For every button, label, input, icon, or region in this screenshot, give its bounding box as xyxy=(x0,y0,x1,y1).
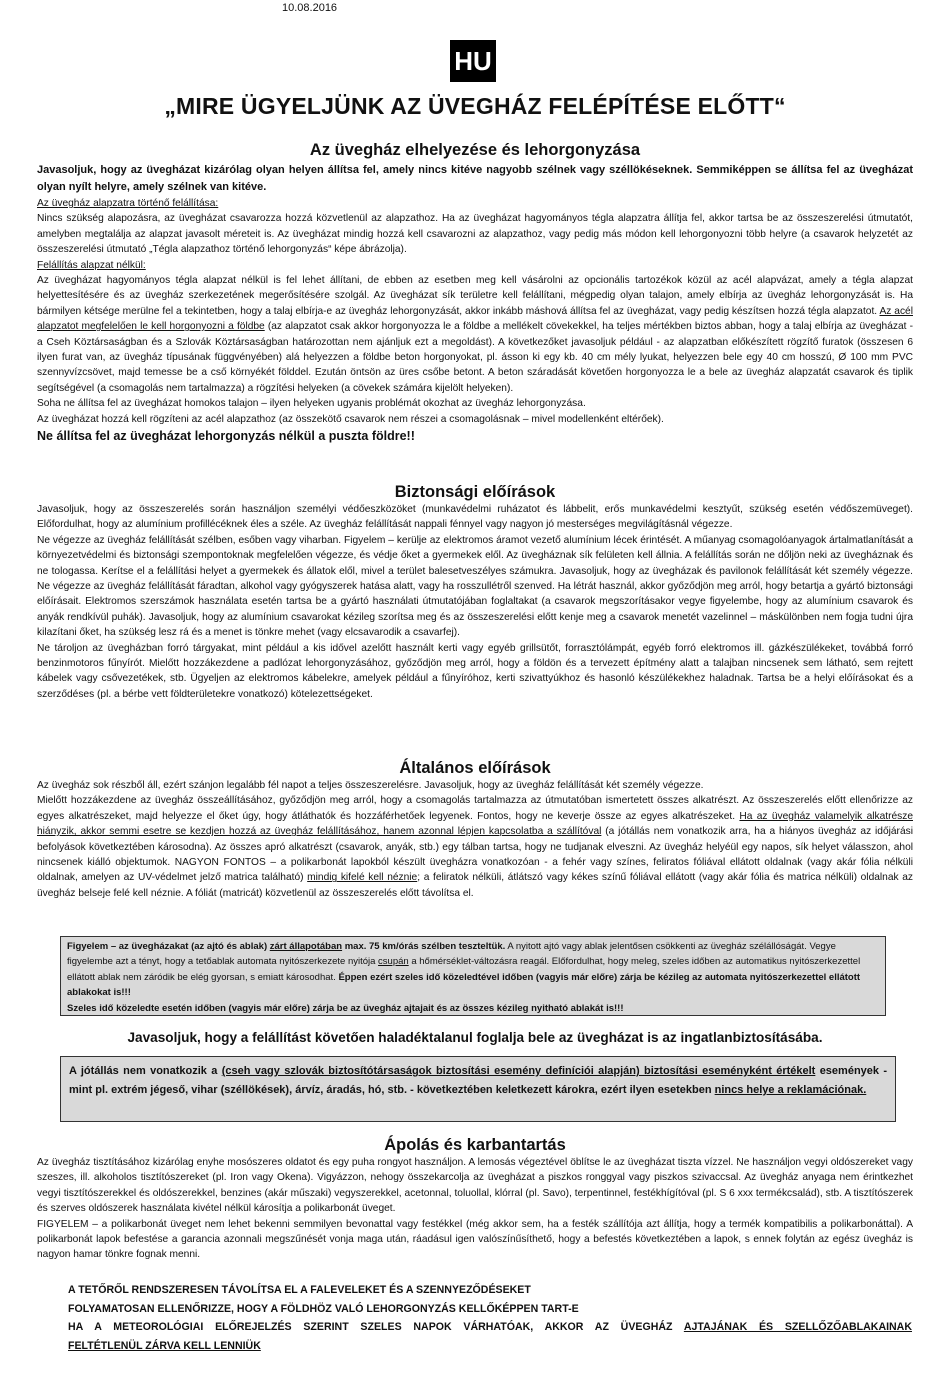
document-date: 10.08.2016 xyxy=(282,2,338,14)
section-general xyxy=(37,759,913,901)
section-heading-maintenance: Ápolás és karbantartás xyxy=(384,1136,566,1154)
section-heading-general: Általános előírások xyxy=(399,759,551,777)
paragraph-fixing: Az üvegházat hozzá kell rögzíteni az acél alapzathoz (az összekötő csavarok nem részei a csomagolásnak – mivel modellenként eltérőek). xyxy=(37,413,664,425)
section-maintenance xyxy=(37,1136,913,1263)
final-note-4: FELTÉTLENÜL ZÁRVA KELL LENNIÜK xyxy=(68,1339,261,1352)
subheading-no-foundation: Felállítás alapzat nélkül: xyxy=(37,259,146,271)
placement-intro: Javasoljuk, hogy az üvegházat kizárólag olyan helyen állítsa fel, amely nincs kitéve nagyobb szélnek vagy széllökéseknek. Semmiképpen se állítsa fel az üvegházat olyan nyílt helyre, amely szélnek van kitéve. xyxy=(37,164,913,193)
paragraph-no-foundation: Az üvegházat hagyományos tégla alapzat nélkül is fel lehet állítani, de ebben az esetben meg kell vásárolni az opcionális tartozékok közül az acél alapvázat, amely a tégla alapzat helyettesítésére és az üvegház szerkezetének megerősítésére szolgál. Az üvegházat sík területre kell felállítani, mégpedig olyan talajon, amely elbírja az üvegház lehorgonyzását is. Ha bármilyen kétsége merülne fel a tekintetben, hogy a talaj elbírja-e az üvegház lehorgonyzását, akkor inkább máshová állítsa fel az üvegházat, vagy pedig készítsen hozzá tégla alapzatot. Az acél alapzatot megfelelően le kell horgonyozni a földbe (az alapzatot csak akkor horgonyozza le a földbe a mellékelt cövekekkel, ha teljes mértékben biztos abban, hogy a talaj elbírja az üvegházat - a Cseh Köztársaságban és a Szlovák Köztársaságban határozottan nem ajánljuk ezt a megoldást). A következőket javasoljuk például - az alapzatban előkészített rögzítő furatok (összesen 6 ilyen furat van, az üvegház típusának függvényében) alá helyezzen a földbe beton horgonyokat, pl. ásson ki egy kb. 40 cm mély lyukat, helyezzen bele egy 40 cm hosszú, Ø 100 mm PVC szennyvízcsövet, majd temesse be a cső környékét földdel. Ezután öntsön az üres csőbe betont. A beton száradását követően horgonyozza le a bele az üvegház alapzatát csavarok és tiplik segítségével (a csomagolás nem tartalmazza) a rögzítési helyeken (a cövekek számára kijelölt helyeken). xyxy=(37,275,913,394)
paragraph-safety-1: Javasoljuk, hogy az összeszerelés során használjon személyi védőeszközöket (munkavédelmi ruházatot és lábbelit, erős munkavédelmi kesztyűt, szükség esetén védőszemüveget). Előfordulhat, hogy az alumínium profillécéknek éles a széle. Az üvegház felállítását nappali fénnyel vagy nagyon jó mesterséges megvilágításnál végezze. xyxy=(37,504,913,531)
section-heading-safety: Biztonsági előírások xyxy=(394,483,556,501)
final-note-3: HA A METEOROLÓGIAI ELŐREJELZÉS SZERINT SZELES NAPOK VÁRHATÓAK, AKKOR AZ ÜVEGHÁZ AJTAJÁNAK ÉS SZELLŐZŐABLAKAINAK xyxy=(68,1321,912,1333)
final-notes xyxy=(68,1281,912,1355)
paragraph-safety-3: Ne tároljon az üvegházban forró tárgyakat, mint például a kis idővel azelőtt használt kerti vagy egyéb grillsütőt, forrasztólámpát, egyéb forró elektromos ill. gázkészülékeket, továbbá forró benzinmotoros fűnyírót. Mielőtt hozzákezdene a padlózat lehorgonyzásához, győződjön meg arról, hogy a földön és a tervezett építmény alatt a talajban nincsenek sem látható, sem rejtett kábelek vagy csővezetékek, stb. Ügyeljen az elektromos kábelekre, amelyek például a fűnyíróhoz, kerti szivattyúkhoz és hasonló készülékekhez haladnak. Tartsa be a helyi előírásokat és a szerződéses (pl. a bérbe vett földterületekre vonatkozó) kötelezettségeket. xyxy=(37,642,913,700)
paragraph-safety-2: Ne végezze az üvegház felállítását szélben, esőben vagy viharban. Figyelem – kerülje az elektromos áramot vezető alumínium lécek érintését. A műanyag csomagolóanyagok ártalmatlanítását a környezetvédelmi és biztonsági szempontoknak megfelelően végezze, és védje őket a gyermekek elől. Az üvegháznak sík felületen kell állnia. A felállítás során ne dőljön neki az üvegháznak és ne tologassa. Kerítse el a felállítási helyet a gyermekek és állatok elől, mivel a terület balesetveszélyes számukra. Javasoljuk, hogy az üvegházak és pavilonok felállítását két személy végezze. Ne végezze az üvegház felállítását fáradtan, alkohol vagy gyógyszerek hatása alatt, vagy ha rosszullétről szenved. Ha létrát használ, akkor győződjön meg arról, hogy betartja a gyártó biztonsági előírásait. Elektromos szerszámok használata esetén tartsa be a gyártó használati útmutatójában foglaltakat (a csavarok megszorításakor vegye figyelembe, hogy az alumínium csavarok és anyák rendkívül puhák). Javasoljuk, hogy az alumínium csavarokat kézileg szorítsa meg és az összeszerelési előtt kenje meg a csavarok menetét vazelinnel – máskülönben nem fogja tudni újra kilazítani őket, ha szükség lesz rá és a menet is tönkre mehet (vagy elcsavarodik a csavarfej). xyxy=(37,534,913,639)
warranty-box: A jótállás nem vonatkozik a (cseh vagy szlovák biztosítótársaságok biztosítási esemény definíciói alapján) biztosítási eseményként értékelt események - mint pl. extrém jégeső, vihar (széllökések), árvíz, áradás, hó, stb. - következtében keletkezett károkra, ezért ilyen esetekben nincs helye a reklamációnak. xyxy=(60,1056,896,1122)
section-placement xyxy=(37,141,913,443)
paragraph-general-1: Az üvegház sok részből áll, ezért szánjon legalább fél napot a teljes összeszerelésre. Javasoljuk, hogy az üvegház felállítását két személy végezze. xyxy=(37,780,704,791)
paragraph-foundation: Nincs szükség alapozásra, az üvegházat csavarozza hozzá közvetlenül az alapzathoz. Ha az üvegházat hagyományos tégla alapzatra állítja fel, akkor tartsa be az összeszerelési útmutatót, amelyben megtalálja az alapzat javasolt méreteit is. Az üvegházat mindig hozzá kell csavarozni az alapzathoz, vagy pedig más módon kell lehorgonyozni több helyre (a csavarok helyzetét az összeszerelési útmutató „Tégla alapzathoz történő lehorgonyzás“ képe ábrázolja). xyxy=(37,213,913,256)
insurance-recommendation: Javasoljuk, hogy a felállítást követően haladéktalanul foglalja bele az üvegházat is az ingatlanbiztosításába. xyxy=(127,1030,823,1045)
anchoring-warning: Ne állítsa fel az üvegházat lehorgonyzás nélkül a puszta földre!! xyxy=(37,429,415,444)
paragraph-general-2: Mielőtt hozzákezdene az üvegház összeállításához, győződjön meg arról, hogy a csomagolás tartalmazza az útmutatóban ismertetett összes alkatrészt. Az összeszerelés előtt ellenőrizze az egyes alkatrészeket, majd helyezze el őket úgy, hogy átláthatók és hozzáférhetőek legyenek. Fontos, hogy ne keverje össze az egyes alkatrészeket. Ha az üvegház valamelyik alkatrésze hiányzik, akkor semmi esetre se kezdjen hozzá az üvegház felállításához, hanem azonnal lépjen kapcsolatba a szállítóval (a jótállás nem vonatkozik arra, ha a hiányos üvegház az időjárási befolyások következtében károsodna). Az összes apró alkatrészt (csavarok, anyák, stb.) egy tálban tartsa, hogy ne tudjanak elveszni. Az üvegház helyéül egy napos, sík helyet válasszon, ahol nincsenek kiálló objektumok. NAGYON FONTOS – a polikarbonát lapokból készült üvegházra vonatkozóan - a fehér vagy színes, feliratos fóliával ellátott oldalnak (vagy akár fólia nélküli oldalnak, amelyen az UV-védelmet jelző matrica található) mindig kifelé kell néznie; a feliratok nélküli, átlátszó vagy kékes színű fóliával ellátott (vagy akár fólia és matrica nélküli) oldalnak az üvegház belseje felé kell néznie. A fóliát (matricát) közvetlenül az összeszerelés előtt távolítsa el. xyxy=(37,795,913,899)
wind-warning-box: Figyelem – az üvegházakat (az ajtó és ablak) zárt állapotában max. 75 km/órás szélben teszteltük. A nyitott ajtó vagy ablak jelentősen csökkenti az üvegház szélállóságát. Vegye figyelembe azt a tényt, hogy a tetőablak automata nyitószerkezete nyitója csupán a hőmérséklet-változásra reagál. Előfordulhat, hogy meleg, szeles időben az automatikus nyitószerkezettel ellátott ablak nem záródik be elég gyorsan, s emiatt károsodhat. Éppen ezért szeles idő közeledtével időben (vagyis már előre) zárja be kézileg az automata nyitószerkezettel ellátott ablakokat is!!! Szeles idő közeledte esetén időben (vagyis már előre) zárja be az üvegház ajtajait és az összes kézileg nyitható ablakát is!!! xyxy=(60,936,886,1016)
paragraph-maintenance-2: FIGYELEM – a polikarbonát üveget nem lehet bekenni semmilyen bevonattal vagy festékkel (még akkor sem, ha a festék szállítója azt állítja, hogy a termék kompatibilis a polikarbonáttal). A polikarbonát lapok befestése a garancia azonnali megszűnését vonja maga után, ráadásul igen valószínűsíthető, hogy a befestés következtében a lapok, s ennek folytán az egész üvegház is nagyon hamar tönkre fognak menni. xyxy=(37,1218,913,1261)
paragraph-sandy-soil: Soha ne állítsa fel az üvegházat homokos talajon – ilyen helyeken ugyanis problémát okozhat az üvegház lehorgonyzása. xyxy=(37,398,586,410)
final-note-2: FOLYAMATOSAN ELLENŐRIZZE, HOGY A FÖLDHÖZ VALÓ LEHORGONYZÁS KELLŐKÉPPEN TART-E xyxy=(68,1302,579,1315)
paragraph-maintenance-1: Az üvegház tisztításához kizárólag enyhe mosószeres oldatot és egy puha rongyot használjon. A lemosás végeztével öblítse le az üvegházat tiszta vízzel. Ne használjon vegyi oldószereket vagy szeszes, ill. alkoholos tisztítószereket (pl. Iron vagy Okena). Vigyázzon, nehogy összekarcolja az üvegházat a piszkos ronggyal vagy piszkos szivaccsal. Az üvegház anyaga nem érintkezhet vegyi tisztítószerekkel és oldószerekkel, benzines (akár műszaki) vegyszerekkel, acetonnal, toluollal, klórral (pl. Savo), terpentinnel, festékhígítóval (pl. S 6 xxx termékcsalád), stb. A tisztítószerek és szerves oldószerek használata kivétel nélkül károsítja a polikarbonát üveget. xyxy=(37,1157,913,1215)
final-note-1: A TETŐRŐL RENDSZERESEN TÁVOLÍTSA EL A FALEVELEKET ÉS A SZENNYEZŐDÉSEKET xyxy=(68,1284,531,1296)
page-title: „MIRE ÜGYELJÜNK AZ ÜVEGHÁZ FELÉPÍTÉSE ELŐTT“ xyxy=(164,93,786,119)
section-safety xyxy=(37,483,913,702)
section-heading-placement: Az üvegház elhelyezése és lehorgonyzása xyxy=(309,141,641,159)
language-badge: HU xyxy=(450,40,496,82)
subheading-foundation: Az üvegház alapzatra történő felállítása: xyxy=(37,198,219,209)
